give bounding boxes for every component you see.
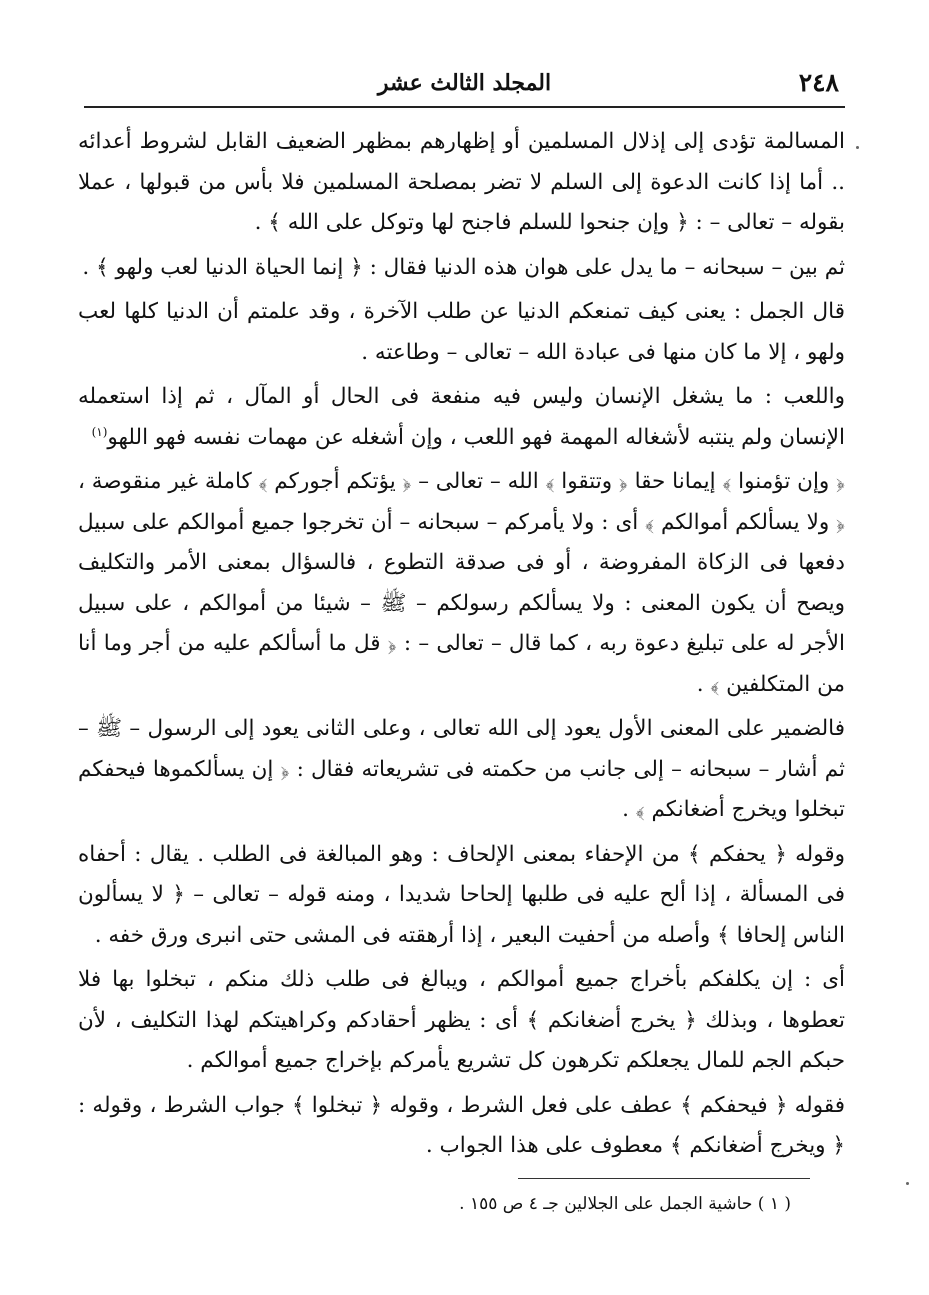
- paragraph-4: [78, 377, 845, 458]
- page-body: [78, 122, 845, 1171]
- page-header: [84, 62, 845, 102]
- paragraph-5: ﴿ وإن تؤمنوا ﴾ إيمانا حقا ﴿ وتتقوا ﴾ الله – تعالى – ﴿ يؤتكم أجوركم ﴾ كاملة غير منقوصة ، ﴿ ولا يسألكم أموالكم ﴾ أى : ولا يأمركم – سبحانه – أن تخرجوا جميع أموالكم على سبيل دفعها فى الزكاة المفروضة ، أو فى صدقة التطوع ، فالسؤال بمعنى الأمر والتكليف ويصح أن يكون المعنى : ولا يسألكم رسولكم – ﷺ – شيئا من أموالكم ، على سبيل الأجر له على تبليغ دعوة ربه ، كما قال – تعالى – : ﴿ قل ما أسألكم عليه من أجر وما أنا من المتكلفين ﴾ .: [78, 469, 845, 697]
- paragraph-7: وقوله ﴿ يحفكم ﴾ من الإحفاء بمعنى الإلحاف : وهو المبالغة فى الطلب . يقال : أحفاه فى المسألة ، إذا ألح عليه فى طلبها إلحاحا شديدا ، ومنه قوله – تعالى – ﴿ لا يسألون الناس إلحافا ﴾ وأصله من أحفيت البعير ، إذا أرهقته فى المشى حتى انبرى ورق خفه .: [78, 841, 845, 948]
- paragraph-9: فقوله ﴿ فيحفكم ﴾ عطف على فعل الشرط ، وقوله ﴿ تبخلوا ﴾ جواب الشرط ، وقوله : ﴿ ويخرج أضغانكم ﴾ معطوف على هذا الجواب .: [78, 1092, 845, 1158]
- scan-speck: [856, 146, 859, 149]
- scan-speck: [906, 1182, 909, 1185]
- paragraph-6: فالضمير على المعنى الأول يعود إلى الله تعالى ، وعلى الثانى يعود إلى الرسول – ﷺ – ثم أشار – سبحانه – إلى جانب من حكمته فى تشريعاته فقال : ﴿ إن يسألكموها فيحفكم تبخلوا ويخرج أضغانكم ﴾ .: [78, 716, 845, 822]
- paragraph-1: المسالمة تؤدى إلى إذلال المسلمين أو إظهارهم بمظهر الضعيف القابل لشروط أعدائه .. أما إذا كانت الدعوة إلى السلم لا تضر بمصلحة المسلمين فلا بأس من قبولها ، عملا بقوله – تعالى – : ﴿ وإن جنحوا للسلم فاجنح لها وتوكل على الله ﴾ .: [78, 129, 845, 235]
- paragraph-8: أى : إن يكلفكم بأخراج جميع أموالكم ، ويبالغ فى طلب ذلك منكم ، تبخلوا بها فلا تعطوها ، وبذلك ﴿ يخرج أضغانكم ﴾ أى : يظهر أحقادكم وكراهيتكم لهذا التكليف ، لأن حبكم الجم للمال يجعلكم تكرهون كل تشريع يأمركم بإخراج جميع أموالكم .: [78, 967, 845, 1073]
- footnote: ( ١ ) حاشية الجمل على الجلالين جـ ٤ ص ١٥٥ .: [459, 1194, 791, 1214]
- volume-title: المجلد الثالث عشر: [377, 70, 552, 96]
- paragraph-3: قال الجمل : يعنى كيف تمنعكم الدنيا عن طلب الآخرة ، وقد علمتم أن الدنيا كلها لعب ولهو ، إلا ما كان منها فى عبادة الله – تعالى – وطاعته .: [78, 299, 845, 365]
- paragraph-4-text: واللعب : ما يشغل الإنسان وليس فيه منفعة فى الحال أو المآل ، ثم إذا استعمله الإنسان ولم ينتبه لأشغاله المهمة فهو اللعب ، وإن أشغله عن مهمات نفسه فهو اللهو: [78, 384, 845, 450]
- header-rule: [84, 106, 845, 108]
- page-number: ٢٤٨: [798, 68, 839, 97]
- paragraph-2: ثم بين – سبحانه – ما يدل على هوان هذه الدنيا فقال : ﴿ إنما الحياة الدنيا لعب ولهو ﴾ .: [82, 254, 845, 280]
- footnote-reference: (١): [91, 424, 108, 439]
- footnote-rule: [518, 1178, 810, 1179]
